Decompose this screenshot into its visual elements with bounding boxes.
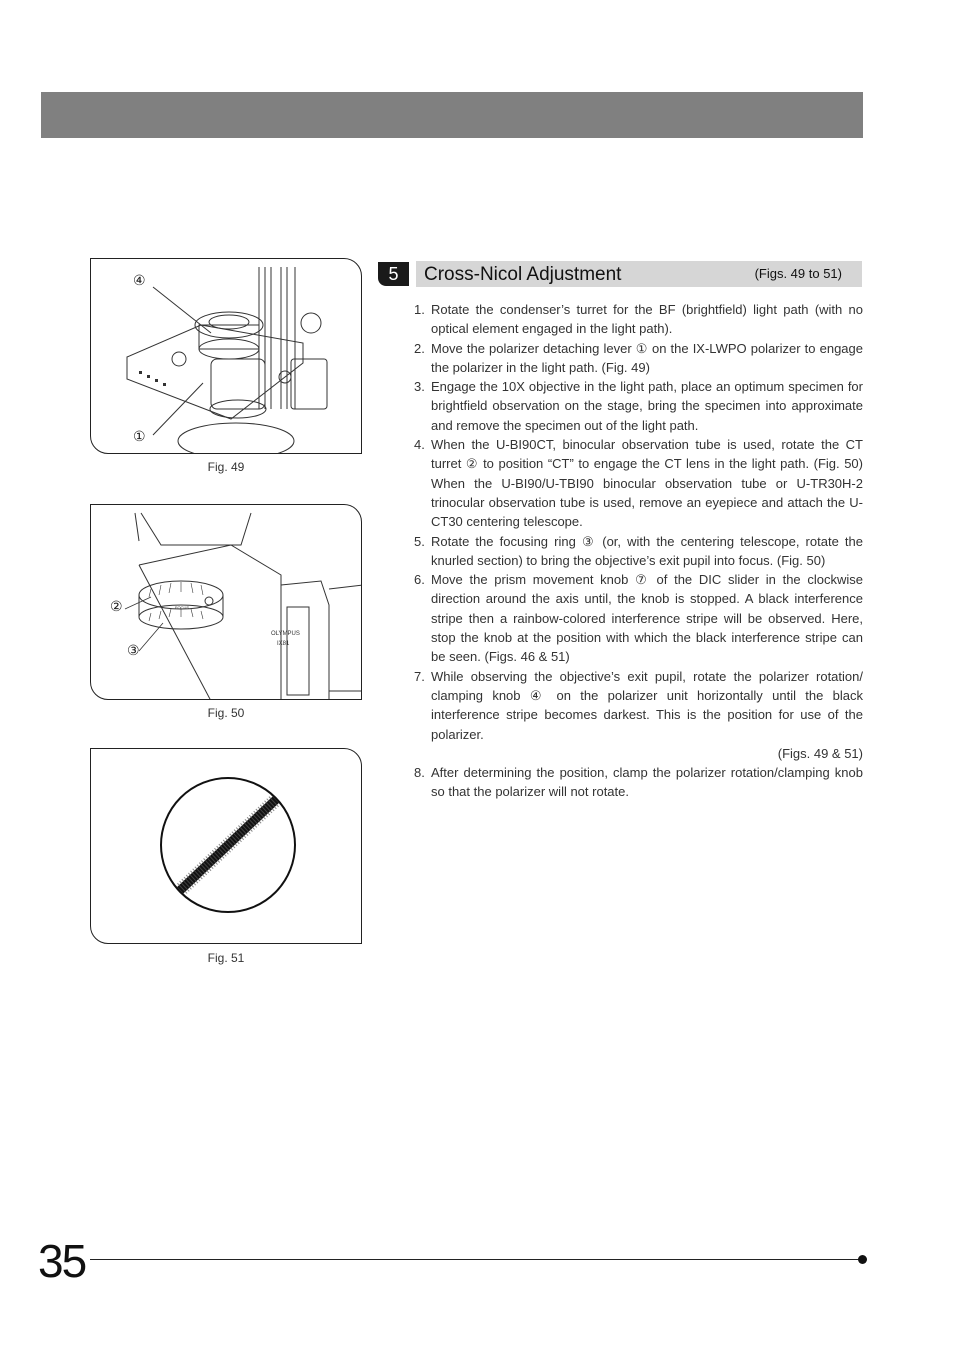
footer-dot [858,1255,867,1264]
callout-4: ④ [133,272,146,288]
step-2 [414,339,863,378]
brand-label-olympus: OLYMPUS [271,631,300,637]
step-8 [414,763,863,802]
page-number: 35 [38,1235,86,1287]
step-number: 6. [414,572,425,588]
step-text: Move the polarizer detaching lever ① on the IX-LWPO polarizer to engage the polarizer in the light path. (Fig. 49) [431,340,863,375]
step-text: Move the prism movement knob ⑦ of the DIC slider in the clockwise direction around the axis until, the knob is stopped. A black interference stripe then a rainbow-colored interference stripe will be observed. Here, stop the knob at the position with which the black interference stripe can be seen. (Figs. 46 & 51) [431,572,863,665]
callout-3: ③ [127,642,140,658]
step-text: Engage the 10X objective in the light path, place an optimum specimen for brightfield observation on the stage, bring the specimen into approximate and remove the specimen out of the light path. [431,379,863,433]
fig-49-caption: Fig. 49 [207,460,245,474]
microscope-polarizer-illustration [91,259,362,454]
section-title: Cross-Nicol Adjustment [424,264,622,285]
step-7 [414,667,863,763]
step-number: 2. [414,340,425,356]
step-number: 5. [414,533,425,549]
figure-51 [90,748,362,944]
step-number: 8. [414,765,425,781]
step-1 [414,300,863,339]
section-heading [378,261,862,287]
step-4 [414,435,863,531]
fig-51-caption: Fig. 51 [207,951,245,965]
step-7-body [431,667,863,763]
model-label-ix81: IX81 [277,641,290,647]
step-text: When the U-BI90CT, binocular observation tube is used, rotate the CT turret ② to position “CT” to engage the CT lens in the light path. (Fig. 50) When the U-BI90/U-TBI90 binocular observation tube or U-TR30H-2 trinocular observation tube is used, remove an eyepiece and attach the U-CT30 centering telescope. [431,437,863,530]
step-6 [414,570,863,666]
step-number: 7. [414,668,425,684]
section-fig-reference: (Figs. 49 to 51) [754,266,842,281]
callout-2: ② [110,598,123,614]
step-number: 1. [414,302,425,317]
fig-50-caption: Fig. 50 [207,706,245,720]
footer-rule [90,1259,862,1260]
step-5 [414,532,863,571]
step-text: Rotate the focusing ring ③ (or, with the centering telescope, rotate the knurled section) to bring the objective’s exit pupil into focus. (Fig. 50) [431,533,863,568]
header-bar [41,92,863,138]
figure-49 [90,258,362,454]
interference-stripe-illustration [91,749,362,944]
section-number: 5 [378,262,409,286]
step-text: While observing the objective’s exit pupil, rotate the polarizer rotation/ clamping knob ④ on the polarizer unit horizontally until the black interference stripe becomes darkest. This is the position for use of the polarizer. [431,668,863,742]
procedure-steps [414,300,863,802]
step-number: 4. [414,437,425,453]
step-fig-reference: (Figs. 49 & 51) [777,745,863,761]
step-3 [414,377,863,435]
figure-50 [90,504,362,700]
step-text: After determining the position, clamp the polarizer rotation/clamping knob so that the polarizer will not rotate. [431,765,863,800]
callout-1: ① [133,428,146,444]
observation-tube-illustration [91,505,362,700]
step-text: Rotate the condenser’s turret for the BF (brightfield) light path (with no optical element engaged in the light path). [431,302,863,337]
step-number: 3. [414,379,425,395]
focus-label: FOCUS [175,605,189,610]
